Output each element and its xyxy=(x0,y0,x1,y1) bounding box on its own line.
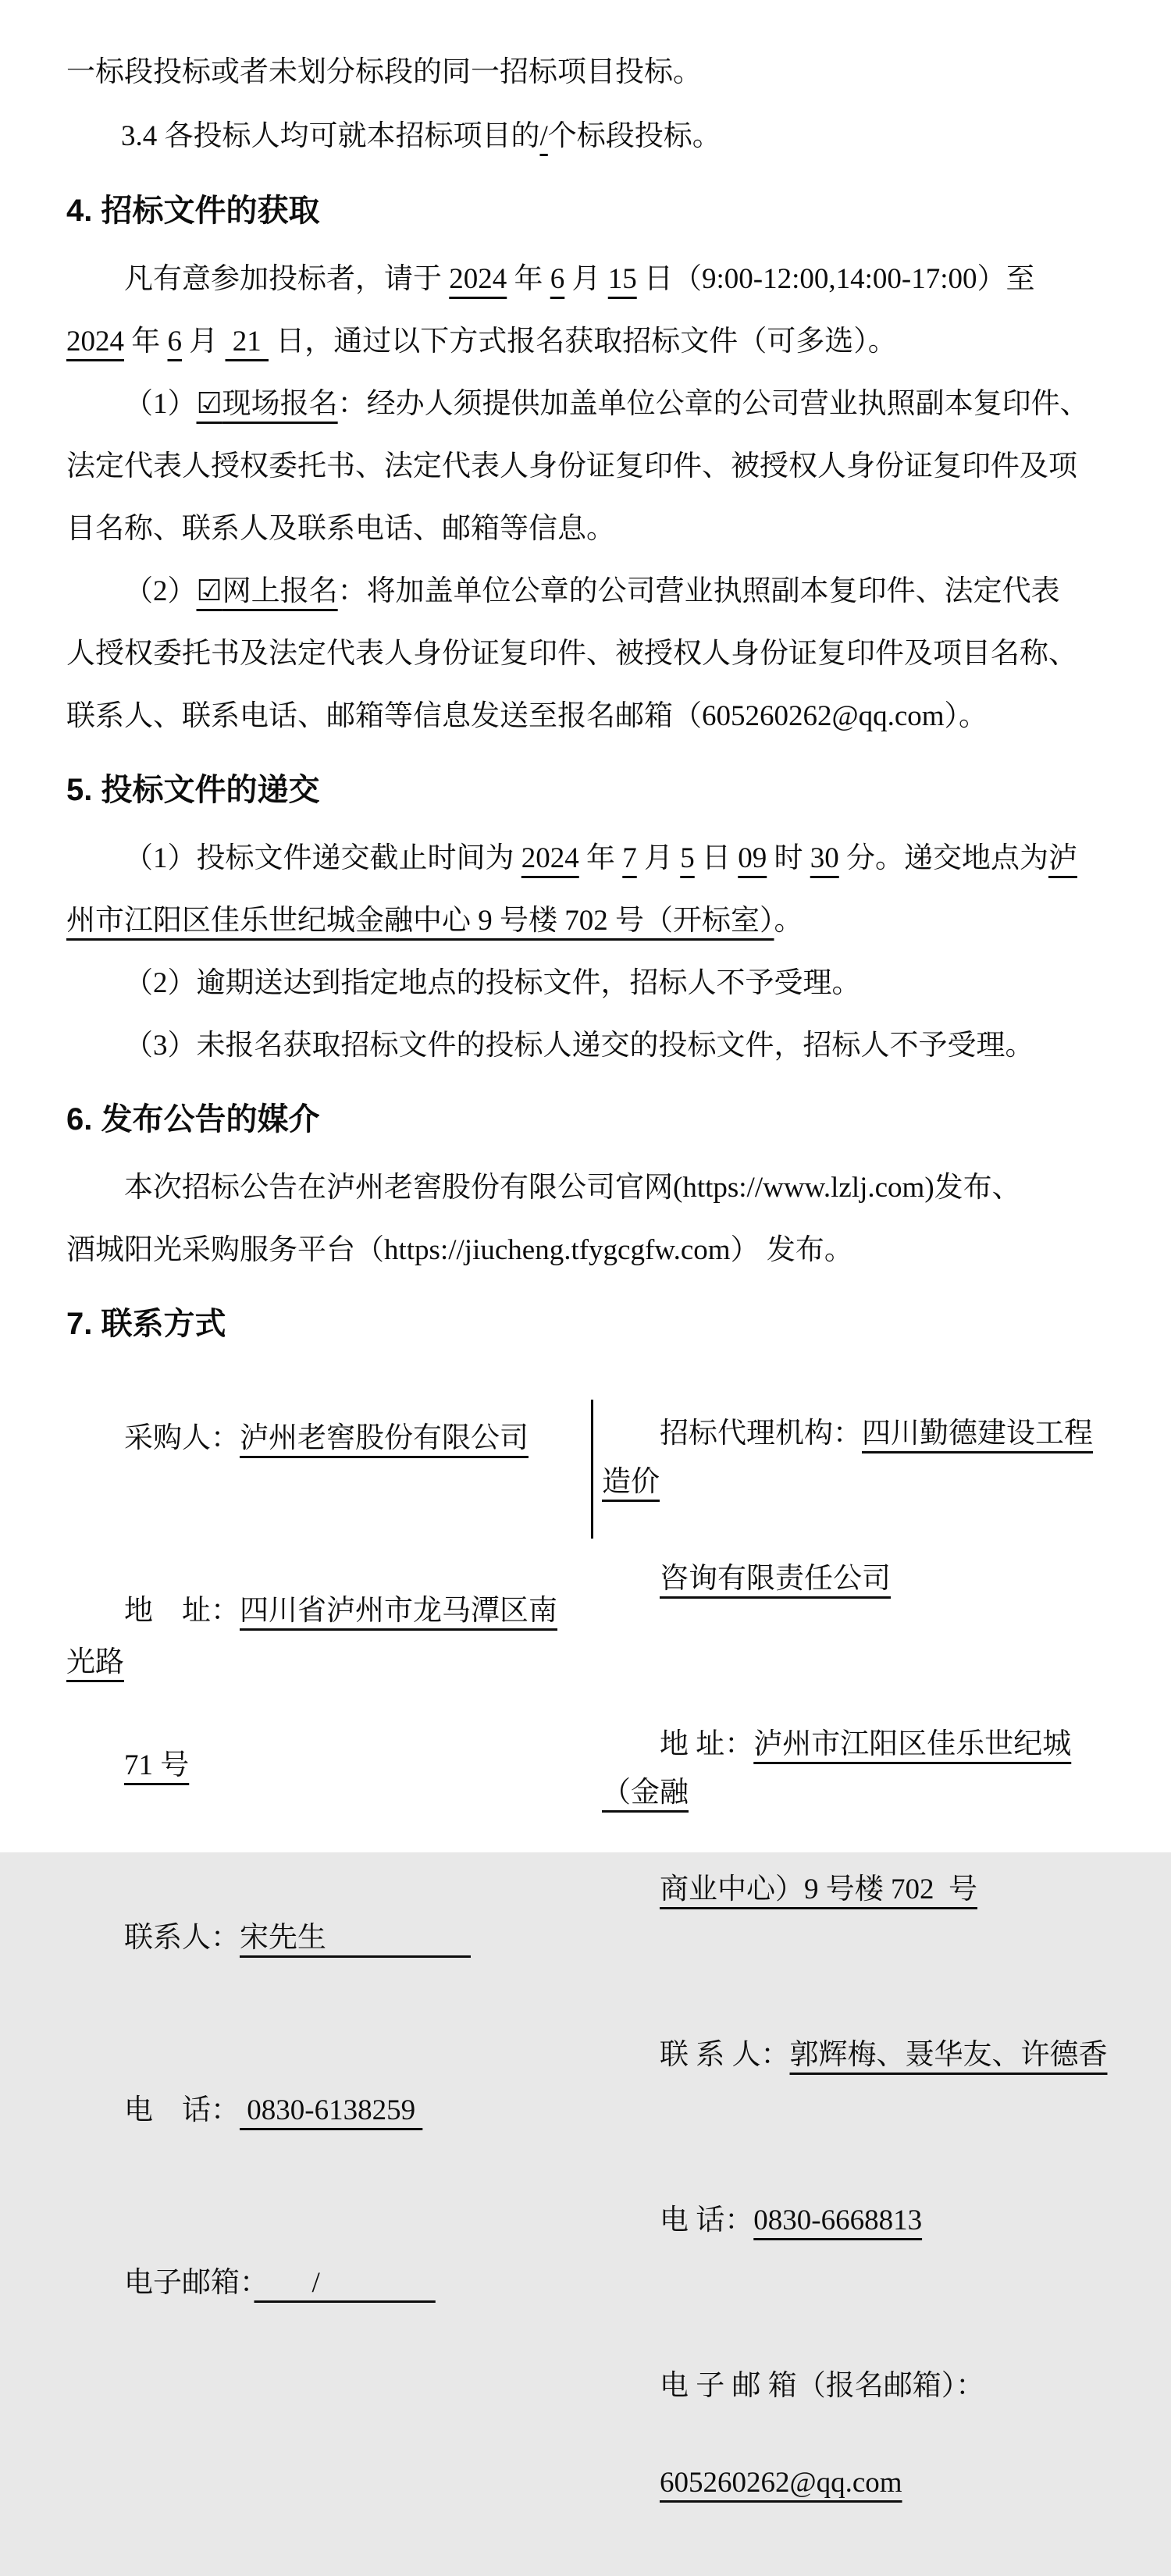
contact-person-label: 联系人： xyxy=(124,1922,240,1954)
text-segment: 2024 xyxy=(521,842,579,874)
text-segment: （1）投标文件递交截止时间为 xyxy=(124,842,521,874)
text-segment: 年 xyxy=(578,842,623,874)
text-segment: 5 xyxy=(680,842,695,874)
text-segment: 21 xyxy=(225,326,269,358)
text-segment: 凡有意参加投标者，请于 xyxy=(124,263,450,295)
paragraph-line xyxy=(66,41,1110,105)
email-label: 电子邮箱： xyxy=(124,2267,254,2299)
contact-table xyxy=(66,1361,1110,2576)
text-segment: 30 xyxy=(810,842,839,874)
text-segment: 2024 xyxy=(449,263,507,295)
text-segment: （2） xyxy=(124,575,197,607)
buyer-phone-row xyxy=(66,2033,582,2188)
agency-phone: 0830-6668813 xyxy=(753,2204,923,2236)
buyer-contact-person: 宋先生 xyxy=(240,1922,471,1954)
text-segment: 09 xyxy=(738,842,767,874)
paragraph-line xyxy=(66,623,1110,685)
paragraph-line xyxy=(66,436,1110,498)
text-segment: 网上报名 xyxy=(222,575,338,607)
agency-email-row xyxy=(602,2314,1110,2556)
text-segment: 2024 xyxy=(66,326,124,358)
agency-contact-column xyxy=(582,1361,1110,2576)
text-segment: 法定代表人授权委托书、法定代表人身份证复印件、被授权人身份证复印件及项 xyxy=(66,450,1077,482)
text-segment: 本次招标公告在泸州老窖股份有限公司官网(https://www.lzlj.com)发布、 xyxy=(124,1172,1021,1204)
text-segment: 酒城阳光采购服务平台（https://jiucheng.tfygcgfw.com） 发布。 xyxy=(66,1234,853,1266)
text-segment: 一标段投标或者未划分标段的同一招标项目投标。 xyxy=(66,56,702,88)
agency-contact-persons: 郭辉梅、聂华友、许德香 xyxy=(789,2039,1108,2071)
clause-3-4-line xyxy=(66,105,1110,169)
text-segment: 6 xyxy=(550,263,565,295)
text-segment: 目名称、联系人及联系电话、邮箱等信息。 xyxy=(66,513,615,545)
address-label: 地 址： xyxy=(660,1728,754,1760)
paragraph-line xyxy=(66,248,1110,311)
agency-label: 招标代理机构： xyxy=(660,1418,862,1450)
text-segment: 6 xyxy=(167,326,182,358)
text-segment: （3）未报名获取招标文件的投标人递交的投标文件，招标人不予受理。 xyxy=(124,1030,1034,1062)
text-segment: 人授权委托书及法定代表人身份证复印件、被授权人身份证复印件及项目名称、 xyxy=(66,638,1077,670)
text-segment: 州市江阳区佳乐世纪城金融中心 9 号楼 702 号（开标室） xyxy=(66,905,774,937)
text-segment: （1） xyxy=(124,388,197,420)
paragraph-line xyxy=(66,952,1110,1015)
text-segment: 月 xyxy=(182,326,226,358)
agency-contact-row xyxy=(602,1983,1110,2128)
text-segment: 日 xyxy=(694,842,739,874)
section-6-heading: 6. 发布公告的媒介 xyxy=(66,1102,320,1137)
text-segment: 月 xyxy=(564,263,608,295)
buyer-email-row xyxy=(66,2206,582,2361)
agency-name-line2: 咨询有限责任公司 xyxy=(660,1563,891,1595)
text-segment: 泸 xyxy=(1048,842,1077,874)
text-segment: 15 xyxy=(607,263,637,295)
agency-address-line2: 商业中心）9 号楼 702 号 xyxy=(660,1873,977,1905)
paragraph-line xyxy=(66,827,1110,890)
phone-label: 电 话： xyxy=(660,2204,754,2236)
paragraph-line xyxy=(66,1157,1110,1219)
contact-person-label: 联 系 人： xyxy=(660,2039,790,2071)
paragraph-line xyxy=(66,498,1110,560)
registration-option-onsite xyxy=(66,373,1110,436)
checkbox-checked-icon: ☑ xyxy=(196,575,222,607)
text-segment: ：经办人须提供加盖单位公章的公司营业执照副本复印件、 xyxy=(337,388,1089,420)
section-5-heading: 5. 投标文件的递交 xyxy=(66,773,320,807)
buyer-contact-column xyxy=(66,1361,582,2576)
address-label: 地 址： xyxy=(124,1595,240,1627)
checkbox-checked-icon: ☑ xyxy=(196,388,222,420)
text-segment: 日（9:00-12:00,14:00-17:00）至 xyxy=(636,263,1035,295)
section-7-heading: 7. 联系方式 xyxy=(66,1307,226,1341)
text-segment: 年 xyxy=(124,326,168,358)
buyer-address-line2: 71 号 xyxy=(124,1749,190,1781)
agency-address-row xyxy=(602,1672,1110,1962)
buyer-address: 四川省泸州市龙马潭区南光路 xyxy=(66,1595,557,1678)
buyer-name: 泸州老窖股份有限公司 xyxy=(240,1422,529,1454)
text-segment: 分。递交地点为 xyxy=(838,842,1048,874)
phone-label: 电 话： xyxy=(124,2094,240,2126)
table-cell-border xyxy=(591,1400,593,1539)
text-segment: 年 xyxy=(507,263,550,295)
agency-name: 四川勤德建设工程造价 xyxy=(602,1418,1093,1498)
email-label: 电 子 邮 箱（报名邮箱）： xyxy=(660,2370,985,2402)
agency-row xyxy=(602,1361,1110,1652)
agency-address: 泸州市江阳区佳乐世纪城（金融 xyxy=(602,1728,1072,1809)
text-segment: 。 xyxy=(774,905,803,937)
buyer-contact-row xyxy=(66,1861,582,2016)
paragraph-line xyxy=(66,1219,1110,1282)
text-segment: 个标段投标。 xyxy=(547,120,721,152)
text-segment: 时 xyxy=(767,842,810,874)
paragraph-line xyxy=(66,685,1110,748)
paragraph-line xyxy=(66,1015,1110,1077)
text-segment: 7 xyxy=(622,842,637,874)
agency-email: 605260262@qq.com xyxy=(660,2467,902,2499)
text-segment: 月 xyxy=(636,842,681,874)
text-segment: 现场报名 xyxy=(222,388,338,420)
text-segment: （2）逾期送达到指定地点的投标文件，招标人不予受理。 xyxy=(124,967,861,999)
text-segment: 日，通过以下方式报名获取招标文件（可多选）。 xyxy=(269,326,897,358)
buyer-label: 采购人： xyxy=(124,1422,240,1454)
registration-option-online xyxy=(66,560,1110,623)
text-segment: ：将加盖单位公章的公司营业执照副本复印件、法定代表 xyxy=(337,575,1060,607)
buyer-address-row xyxy=(66,1534,582,1843)
text-segment: 联系人、联系电话、邮箱等信息发送至报名邮箱（605260262@qq.com）。 xyxy=(66,700,988,732)
text-segment: 3.4 各投标人均可就本招标项目的 xyxy=(121,120,540,152)
buyer-email: / xyxy=(254,2267,436,2299)
paragraph-line xyxy=(66,311,1110,373)
paragraph-line xyxy=(66,890,1110,952)
text-segment: / xyxy=(539,120,548,152)
section-4-heading: 4. 招标文件的获取 xyxy=(66,194,320,228)
buyer-phone: 0830-6138259 xyxy=(240,2094,423,2126)
agency-phone-row xyxy=(602,2148,1110,2293)
buyer-row xyxy=(66,1361,582,1516)
